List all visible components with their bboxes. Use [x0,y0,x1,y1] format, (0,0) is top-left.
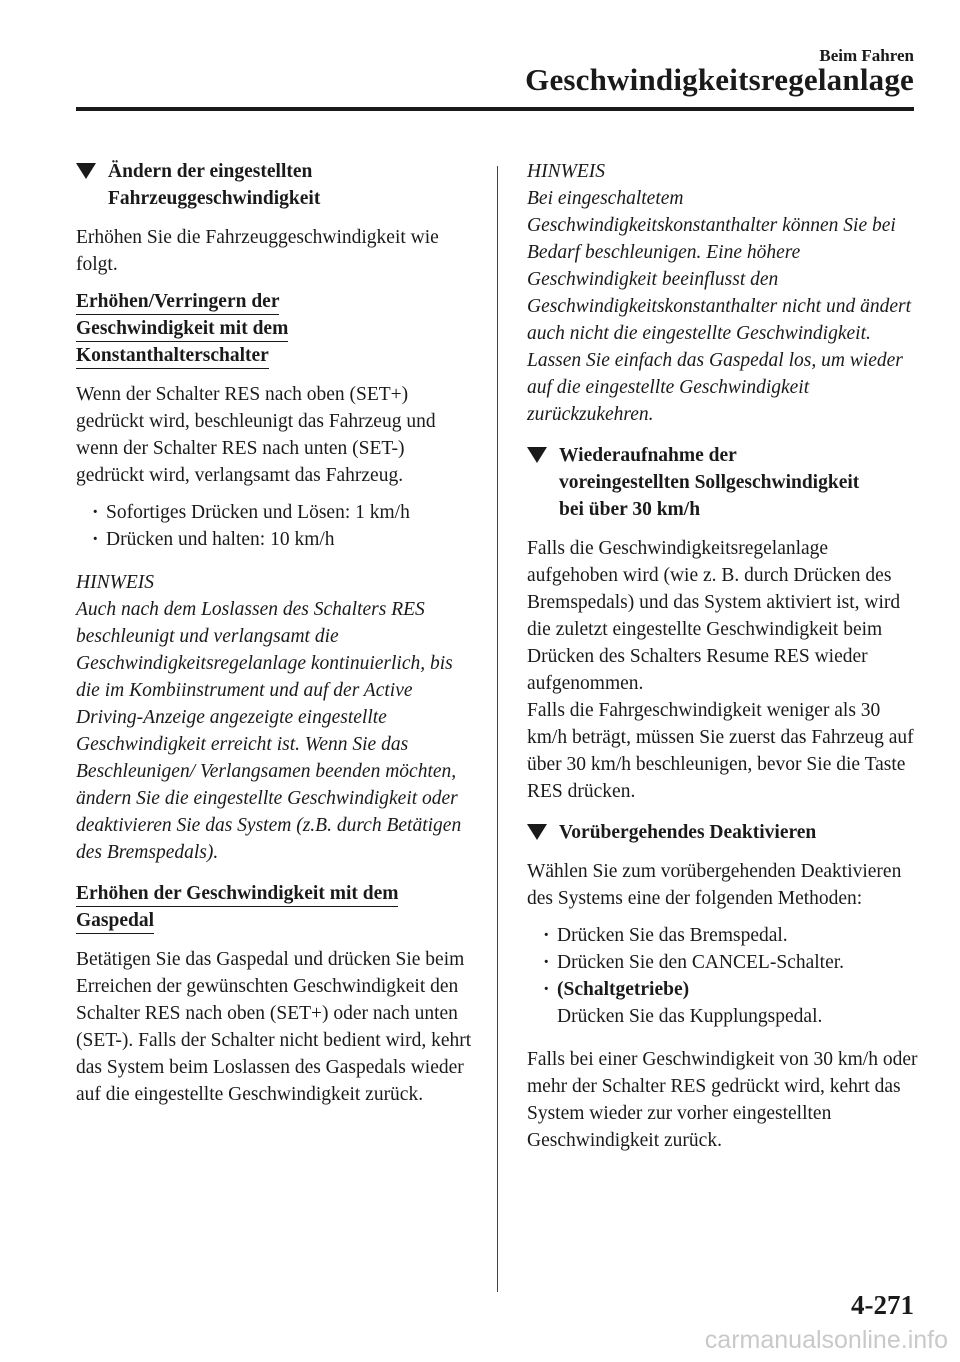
resume-text-2: Falls die Fahrgeschwindigkeit weniger als 30 km/h beträgt, müssen Sie zuerst das Fahrzeug auf über 30 km/h beschleunigen, bevor Sie die Taste RES drücken. [527,700,914,802]
list-item: · Drücken Sie das Bremspedal. [541,922,922,949]
right-column [527,158,922,1164]
list-item: · (Schaltgetriebe) Drücken Sie das Kupplungspedal. [541,976,922,1030]
note-text: Auch nach dem Loslassen des Schalters RES beschleunigt und verlangsamt die Geschwindigkeitsregelanlage kontinuierlich, bis die im Kombiinstrument und auf der Active Driving-Anzeige angezeigte eingestellte Geschwindigkeit erreicht ist. Wenn Sie das Beschleunigen/ Verlangsamen beenden möchten, ändern Sie die eingestellte Geschwindigkeit oder deaktivieren Sie das System (z.B. durch Betätigen des Bremspedals). [76,599,462,863]
section-heading-resume: Wiederaufnahme der voreingestellten Sollgeschwindigkeit bei über 30 km/h [527,442,922,523]
left-column [76,158,476,1118]
increment-list [76,499,476,553]
page-number: 4-271 [851,1290,914,1320]
watermark: carmanualsonline.info [704,1326,948,1354]
switch-text: Wenn der Schalter RES nach oben (SET+) gedrückt wird, beschleunigt das Fahrzeug und wenn der Schalter RES nach unten (SET-) gedrückt wird, verlangsamt das Fahrzeug. [76,384,436,486]
section-heading-change-speed: Ändern der eingestellten Fahrzeuggeschwindigkeit [76,158,476,212]
list-item: · Drücken und halten: 10 km/h [90,526,476,553]
triangle-down-icon [527,824,547,840]
list-item: · Drücken Sie den CANCEL-Schalter. [541,949,922,976]
intro-text: Erhöhen Sie die Fahrzeuggeschwindigkeit wie folgt. [76,227,439,275]
subheading-switch: Erhöhen/Verringern der Geschwindigkeit mit dem Konstanthalterschalter [76,288,476,369]
final-text: Falls bei einer Geschwindigkeit von 30 km/h oder mehr der Schalter RES gedrückt wird, kehrt das System wieder zur vorher eingestellten Geschwindigkeit zurück. [527,1049,918,1151]
bullet-dot-icon: · [92,529,99,550]
subheading-accelerator: Erhöhen der Geschwindigkeit mit dem Gaspedal [76,880,476,934]
list-item: · Sofortiges Drücken und Lösen: 1 km/h [90,499,476,526]
note-label: HINWEIS [527,161,605,182]
header-section-label: Beim Fahren [819,46,914,65]
bullet-dot-icon: · [543,952,550,973]
note-text: Bei eingeschaltetem Geschwindigkeitskonstanthalter können Sie bei Bedarf beschleunigen. Eine höhere Geschwindigkeit beeinflusst den Geschwindigkeitskonstanthalter nicht und ändert auch nicht die eingestellte Geschwindigkeit. Lassen Sie einfach das Gaspedal los, um wieder auf die eingestellte Geschwindigkeit zurückzukehren. [527,188,911,425]
accelerator-text: Betätigen Sie das Gaspedal und drücken Sie beim Erreichen der gewünschten Geschwindigkeit den Schalter RES nach oben (SET+) oder nach unten (SET-). Falls der Schalter nicht bedient wird, kehrt das System beim Loslassen des Gaspedals wieder auf die eingestellte Geschwindigkeit zurück. [76,949,472,1105]
section-heading-deactivate: Vorübergehendes Deaktivieren [527,819,922,846]
bullet-dot-icon: · [543,925,550,946]
column-divider [497,166,498,1292]
triangle-down-icon [527,447,547,463]
bullet-dot-icon: · [92,502,99,523]
page-title: Geschwindigkeitsregelanlage [525,62,914,97]
deactivate-intro: Wählen Sie zum vorübergehenden Deaktivieren des Systems eine der folgenden Methoden: [527,861,902,909]
bullet-dot-icon: · [543,979,550,1000]
header-rule [76,107,914,111]
resume-text: Falls die Geschwindigkeitsregelanlage aufgehoben wird (wie z. B. durch Drücken des Bremspedals) und das System aktiviert ist, wird die zuletzt eingestellte Geschwindigkeit beim Drücken des Schalters Resume RES wieder aufgenommen. [527,538,901,694]
note-label: HINWEIS [76,572,154,593]
triangle-down-icon [76,163,96,179]
deactivate-list [527,922,922,1030]
